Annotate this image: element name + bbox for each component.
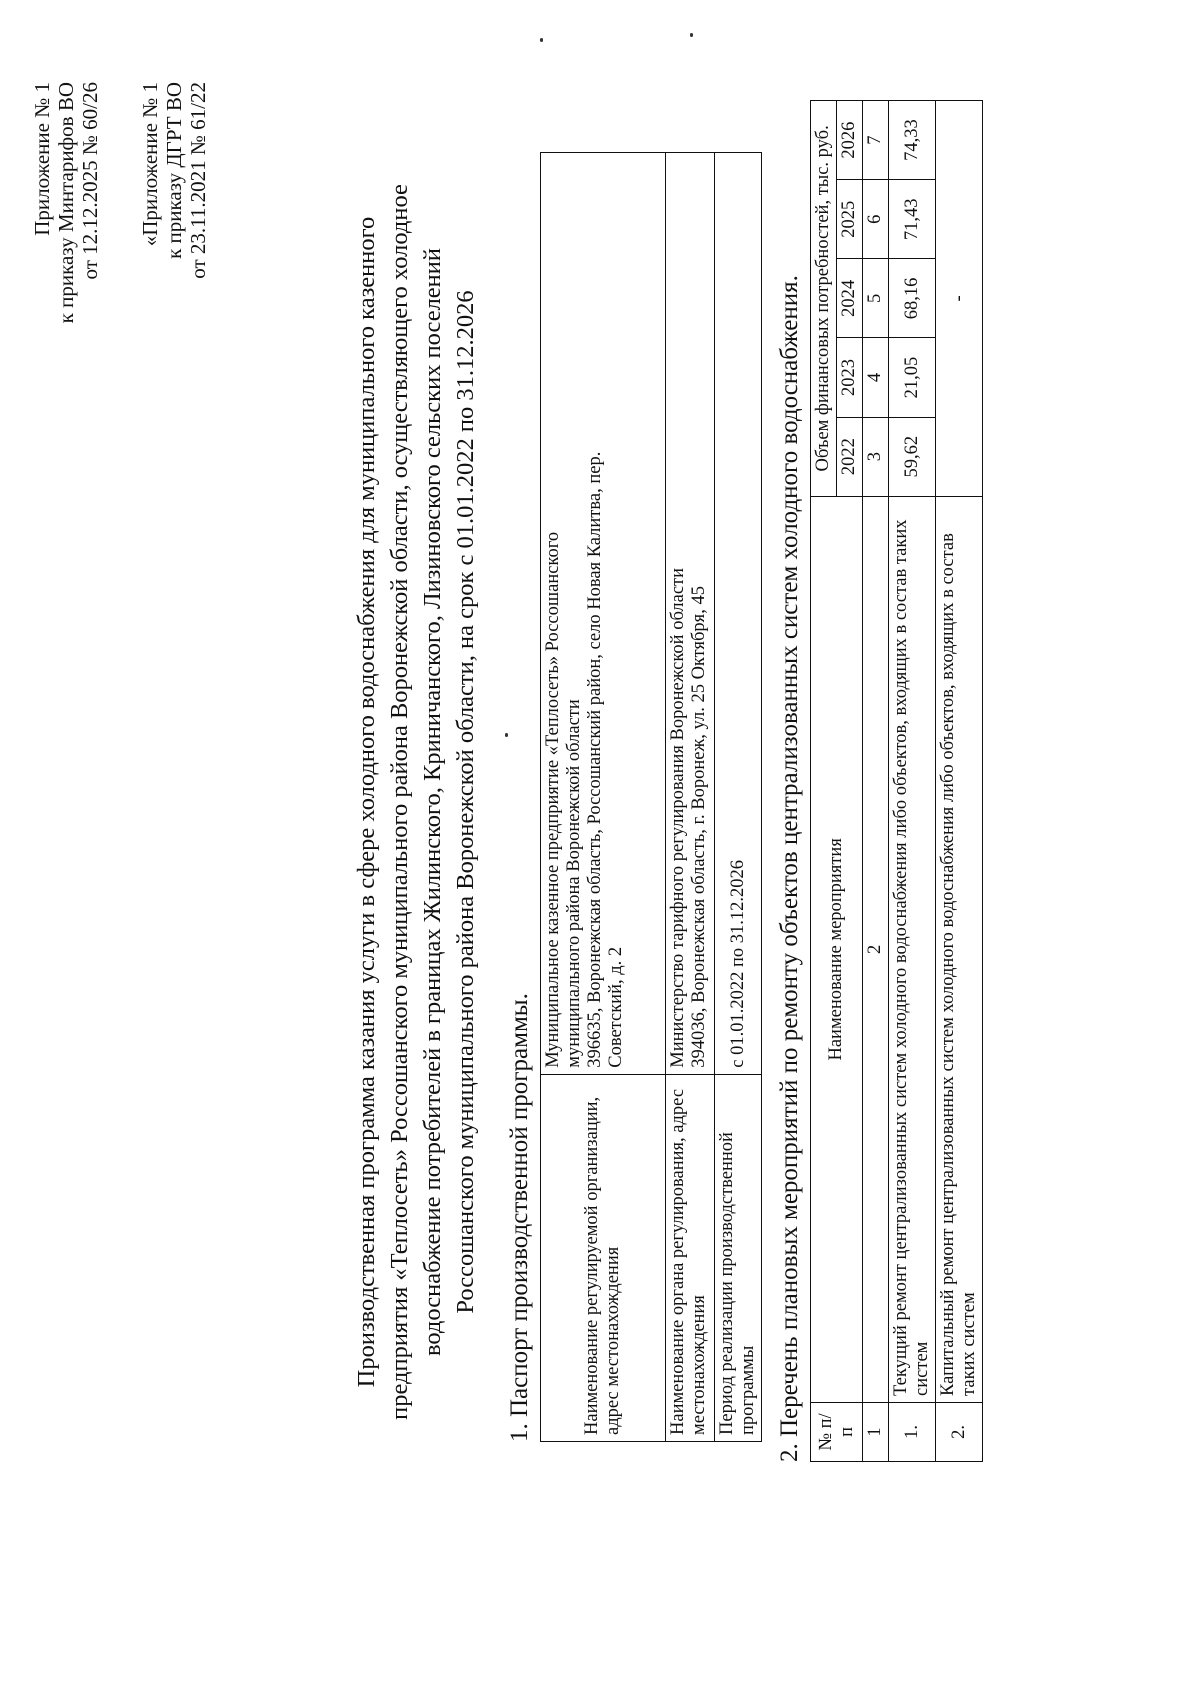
column-index: 2 bbox=[863, 496, 889, 1402]
table-header-row bbox=[811, 101, 837, 1462]
header-year: 2024 bbox=[837, 259, 863, 338]
value-line: Муниципальное казенное предприятие «Теплосеть» Россошанского bbox=[543, 531, 563, 1068]
row-value-dash: - bbox=[936, 101, 983, 497]
header-year: 2022 bbox=[837, 417, 863, 496]
scan-speck bbox=[540, 38, 543, 42]
row-number: 1. bbox=[889, 1402, 936, 1461]
title-line: водоснабжение потребителей в границах Жилинского, Криничанского, Лизиновского сельских поселений bbox=[419, 247, 446, 1357]
table-index-row bbox=[863, 101, 889, 1462]
column-index: 4 bbox=[863, 338, 889, 417]
table-row bbox=[715, 153, 762, 1442]
header-number: № п/п bbox=[811, 1402, 863, 1461]
section-2-heading: 2. Перечень плановых мероприятий по ремонту объектов централизованных систем холодного водоснабжения. bbox=[776, 275, 803, 1462]
passport-table bbox=[540, 152, 762, 1442]
title-line: Производственная программа казания услуги в сфере холодного водоснабжения для муниципального казенного bbox=[353, 216, 380, 1388]
value-line: 396635, Воронежская область, Россошанский район, село Новая Калитва, пер. bbox=[585, 451, 605, 1068]
header-year: 2025 bbox=[837, 180, 863, 259]
row-event-name: Текущий ремонт централизованных систем холодного водоснабжения либо объектов, входящих в состав таких систем bbox=[889, 496, 936, 1402]
table-cell-label: Наименование регулируемой организации, адрес местонахождения bbox=[541, 1074, 666, 1441]
column-index: 5 bbox=[863, 259, 889, 338]
stamp-line: «Приложение № 1 bbox=[138, 82, 162, 247]
title-line: Россошанского муниципального района Воронежской области, на срок с 01.01.2022 по 31.12.2026 bbox=[452, 290, 479, 1314]
table-cell-value bbox=[666, 153, 715, 1075]
stamp-line: от 23.11.2021 № 61/22 bbox=[186, 82, 210, 279]
scan-speck bbox=[505, 733, 508, 737]
stamp-line: к приказу ДГРТ ВО bbox=[162, 82, 186, 259]
row-number: 2. bbox=[936, 1402, 983, 1461]
row-value: 74,33 bbox=[889, 101, 936, 180]
value-line: 394036, Воронежская область, г. Воронеж, ул. 25 Октября, 45 bbox=[689, 586, 709, 1068]
scan-speck bbox=[690, 33, 693, 37]
column-index: 7 bbox=[863, 101, 889, 180]
table-row bbox=[889, 101, 936, 1462]
value-line: муниципального района Воронежской области bbox=[564, 699, 584, 1068]
row-value: 59,62 bbox=[889, 417, 936, 496]
stamp-line: от 12.12.2025 № 60/26 bbox=[78, 82, 102, 280]
table-row bbox=[936, 101, 983, 1462]
header-finance: Объем финансовых потребностей, тыс. руб. bbox=[811, 101, 837, 497]
header-year: 2023 bbox=[837, 338, 863, 417]
column-index: 1 bbox=[863, 1402, 889, 1461]
title-line: предприятия «Теплосеть» Россошанского муниципального района Воронежской области, осуществляющего холодное bbox=[386, 184, 413, 1420]
appendix-stamp-current bbox=[30, 82, 102, 482]
appendix-stamp-original bbox=[138, 82, 210, 482]
repair-events-table bbox=[810, 100, 983, 1462]
table-cell-label: Период реализации производственной программы bbox=[715, 1074, 762, 1441]
stamp-line: к приказу Минтарифов ВО bbox=[54, 82, 78, 324]
table-row bbox=[666, 153, 715, 1442]
stamp-line: Приложение № 1 bbox=[30, 82, 54, 236]
column-index: 6 bbox=[863, 180, 889, 259]
row-value: 71,43 bbox=[889, 180, 936, 259]
value-line: с 01.01.2022 по 31.12.2026 bbox=[727, 860, 748, 1068]
header-event-name: Наименование мероприятия bbox=[811, 496, 863, 1402]
document-title bbox=[350, 162, 482, 1442]
value-line: Министерство тарифного регулирования Воронежской области bbox=[668, 567, 688, 1068]
table-cell-value bbox=[541, 153, 666, 1075]
table-cell-value bbox=[715, 153, 762, 1075]
row-event-name: Капитальный ремонт централизованных систем холодного водоснабжения либо объектов, входящих в состав таких систем bbox=[936, 496, 983, 1402]
table-row bbox=[541, 153, 666, 1442]
value-line: Советский, д. 2 bbox=[606, 946, 626, 1068]
row-value: 68,16 bbox=[889, 259, 936, 338]
column-index: 3 bbox=[863, 417, 889, 496]
row-value: 21,05 bbox=[889, 338, 936, 417]
section-1-heading: 1. Паспорт производственной программы. bbox=[506, 993, 533, 1442]
table-cell-label: Наименование органа регулирования, адрес местонахождения bbox=[666, 1074, 715, 1441]
header-year: 2026 bbox=[837, 101, 863, 180]
